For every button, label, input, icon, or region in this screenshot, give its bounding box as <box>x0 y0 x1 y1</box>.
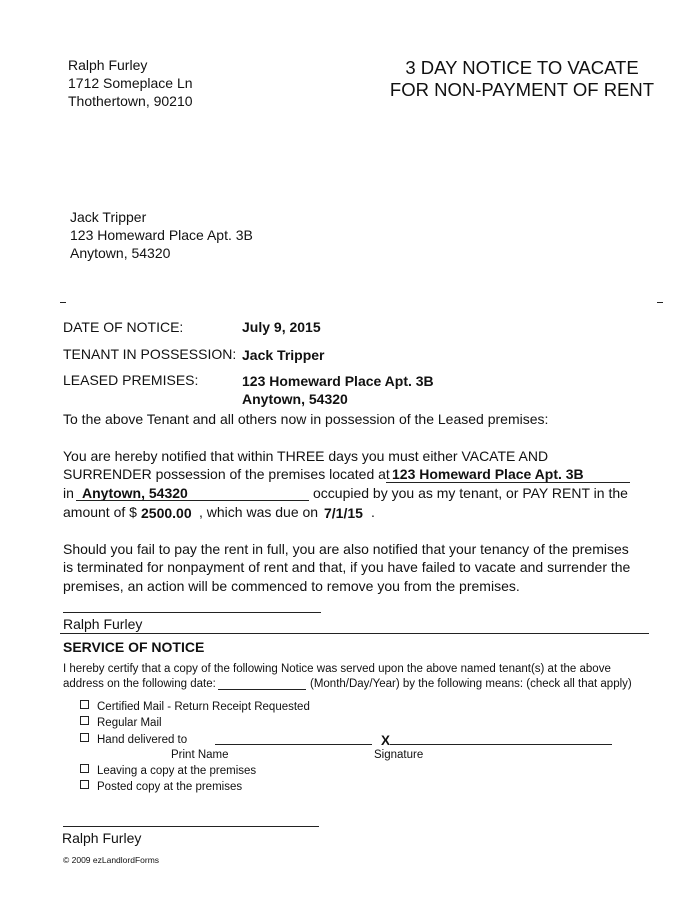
p1-due-date: 7/1/15 <box>324 505 363 521</box>
print-name-caption: Print Name <box>171 749 229 761</box>
premises-label: LEASED PREMISES: <box>63 372 199 388</box>
leaving-checkbox[interactable] <box>80 764 89 773</box>
p1-amount-pre: amount of $ <box>63 504 137 520</box>
regular-checkbox[interactable] <box>80 716 89 725</box>
p2-line2: is terminated for nonpayment of rent and that, if you have failed to vacate and surrender the <box>63 559 631 575</box>
p2-line1: Should you fail to pay the rent in full, you are also notified that your tenancy of the premises <box>63 541 629 557</box>
service-heading: SERVICE OF NOTICE <box>63 639 205 655</box>
option-posted[interactable] <box>80 780 242 794</box>
landlord-city-zip: Thothertown, 90210 <box>68 93 193 109</box>
posted-checkbox[interactable] <box>80 780 89 789</box>
p1-line2: SURRENDER possession of the premises located at <box>63 466 390 482</box>
option-regular[interactable] <box>80 716 162 730</box>
certified-checkbox[interactable] <box>80 700 89 709</box>
signature-caption: Signature <box>374 749 424 761</box>
premises-line2: Anytown, 54320 <box>242 391 348 407</box>
cert-line2-post: (Month/Day/Year) by the following means: (check all that apply) <box>310 678 632 690</box>
city-underline <box>76 500 309 501</box>
notice-title-line1: 3 DAY NOTICE TO VACATE <box>405 57 639 78</box>
landlord-street: 1712 Someplace Ln <box>68 75 193 91</box>
date-value: July 9, 2015 <box>242 319 321 335</box>
p1-period: . <box>371 504 375 520</box>
p1-in: in <box>63 485 74 501</box>
copyright: © 2009 ezLandlordForms <box>63 855 160 865</box>
section-divider <box>60 633 649 634</box>
leaving-label: Leaving a copy at the premises <box>97 765 257 777</box>
p1-line3-post: occupied by you as my tenant, or PAY RENT in the <box>313 485 628 501</box>
landlord-name: Ralph Furley <box>68 57 148 73</box>
premises-value <box>242 372 434 408</box>
regular-label: Regular Mail <box>97 717 162 729</box>
p1-address: 123 Homeward Place Apt. 3B <box>392 466 584 482</box>
tenant-city-zip: Anytown, 54320 <box>70 245 171 261</box>
notice-title <box>372 57 672 101</box>
print-name-field[interactable] <box>215 744 372 745</box>
intro-text: To the above Tenant and all others now in possession of the Leased premises: <box>63 411 549 427</box>
option-certified[interactable] <box>80 700 310 714</box>
date-label: DATE OF NOTICE: <box>63 319 184 335</box>
hand-checkbox[interactable] <box>80 733 89 742</box>
p2-line3: premises, an action will be commenced to remove you from the premises. <box>63 578 520 594</box>
p1-amount: 2500.00 <box>141 505 192 521</box>
signature1-line <box>63 612 321 613</box>
option-hand[interactable] <box>80 733 187 747</box>
tenant-label: TENANT IN POSSESSION: <box>63 346 237 362</box>
option-leaving[interactable] <box>80 764 256 778</box>
signature2-line <box>63 826 319 827</box>
cert-line2-pre: address on the following date: <box>63 678 216 690</box>
certified-label: Certified Mail - Return Receipt Requested <box>97 701 310 713</box>
hand-label: Hand delivered to <box>97 734 188 746</box>
tenant-street: 123 Homeward Place Apt. 3B <box>70 227 253 243</box>
premises-line1: 123 Homeward Place Apt. 3B <box>242 373 434 389</box>
p1-due-pre: , which was due on <box>199 504 319 520</box>
signature1-name: Ralph Furley <box>63 616 143 632</box>
signature2-name: Ralph Furley <box>62 830 142 846</box>
p1-city: Anytown, 54320 <box>82 485 188 501</box>
tenant-name: Jack Tripper <box>70 209 147 225</box>
notice-title-line2: FOR NON-PAYMENT OF RENT <box>389 79 655 100</box>
fold-mark-left <box>60 302 66 303</box>
landlord-address <box>68 56 193 110</box>
address-underline <box>386 482 630 483</box>
fold-mark-right <box>657 302 663 303</box>
signature-field[interactable] <box>390 744 612 745</box>
signature-x: X <box>381 733 391 748</box>
tenant-value: Jack Tripper <box>242 347 325 363</box>
p1-line1: You are hereby notified that within THREE days you must either VACATE AND <box>63 448 549 464</box>
tenant-address <box>70 208 253 262</box>
service-date-field[interactable] <box>218 689 306 690</box>
posted-label: Posted copy at the premises <box>97 781 243 793</box>
cert-line1: I hereby certify that a copy of the following Notice was served upon the above named tenant(s) at the above <box>63 663 611 675</box>
